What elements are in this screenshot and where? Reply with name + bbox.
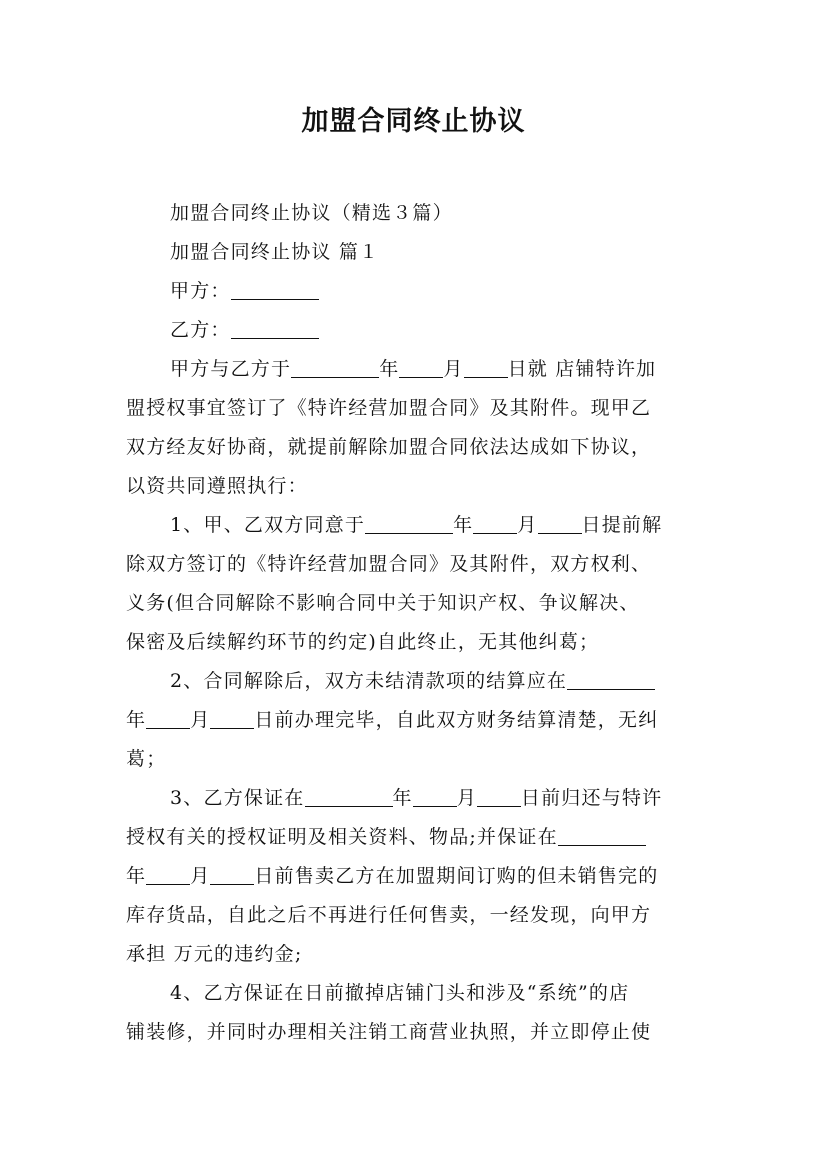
date-blank	[567, 669, 655, 690]
part-heading	[126, 233, 711, 272]
date-blank	[477, 786, 521, 807]
paragraph-line: 双方经友好协商，就提前解除加盟合同依法达成如下协议，	[126, 436, 652, 458]
date-blank	[146, 708, 190, 729]
paragraph-line	[126, 506, 711, 545]
date-blank	[210, 708, 254, 729]
paragraph-line	[126, 662, 711, 701]
paragraph-line: 保密及后续解约环节的约定)自此终止，无其他纠葛；	[126, 631, 600, 653]
date-blank	[473, 513, 517, 534]
text-segment: 3、乙方保证在	[170, 787, 305, 809]
paragraph-line	[126, 857, 711, 896]
date-blank	[210, 864, 254, 885]
paragraph-line: 库存货品，自此之后不再进行任何售卖，一经发现，向甲方	[126, 904, 652, 926]
text-segment: 年	[453, 514, 474, 536]
text-segment: 日前售卖乙方在加盟期间订购的但未销售完的	[254, 865, 659, 887]
text-segment: 日前办理完毕，自此双方财务结算清楚，无纠	[254, 709, 659, 731]
date-blank	[538, 513, 582, 534]
text-segment: 2、合同解除后，双方未结清款项的结算应在	[170, 670, 568, 692]
date-blank	[146, 864, 190, 885]
text-segment: 授权有关的授权证明及相关资料、物品;并保证在	[126, 826, 558, 848]
text-segment: 甲方与乙方于	[170, 358, 292, 380]
text-segment: 日就 店铺特许加	[507, 358, 657, 380]
date-blank	[305, 786, 393, 807]
paragraph-line: 承担 万元的违约金;	[126, 943, 303, 965]
date-blank	[464, 357, 508, 378]
party-b-label: 乙方：	[170, 319, 231, 341]
paragraph-line: 义务(但合同解除不影响合同中关于知识产权、争议解决、	[126, 592, 640, 614]
subtitle-text: 加盟合同终止协议（精选３篇）	[170, 202, 453, 224]
paragraph-line	[126, 779, 711, 818]
text-segment: 月	[517, 514, 538, 536]
text-segment: 月	[443, 358, 464, 380]
text-segment: 年	[392, 787, 413, 809]
paragraph-line: 盟授权事宜签订了《特许经营加盟合同》及其附件。现甲乙	[126, 397, 652, 419]
text-segment: 月	[190, 709, 211, 731]
text-segment: 年	[126, 709, 147, 731]
date-blank	[413, 786, 457, 807]
text-segment: 1、甲、乙双方同意于	[170, 514, 366, 536]
text-segment: 月	[456, 787, 477, 809]
paragraph-line	[126, 701, 711, 740]
paragraph-line: 铺装修，并同时办理相关注销工商营业执照，并立即停止使	[126, 1021, 652, 1043]
part-heading-text: 加盟合同终止协议 篇１	[170, 241, 380, 263]
date-blank	[558, 825, 646, 846]
document-body	[126, 194, 711, 1052]
document-title: 加盟合同终止协议	[301, 106, 526, 137]
text-segment: 月	[190, 865, 211, 887]
paragraph-line: 以资共同遵照执行：	[126, 475, 308, 497]
paragraph-line	[126, 350, 711, 389]
party-b-line	[126, 311, 711, 350]
text-segment: 日提前解	[581, 514, 663, 536]
party-a-label: 甲方：	[170, 280, 231, 302]
party-b-blank	[231, 318, 319, 339]
paragraph-line: 除双方签订的《特许经营加盟合同》及其附件，双方权利、	[126, 553, 652, 575]
date-blank	[291, 357, 379, 378]
date-blank	[399, 357, 443, 378]
paragraph-line: 4、乙方保证在日前撤掉店铺门头和涉及“系统”的店	[170, 982, 630, 1004]
text-segment: 日前归还与特许	[520, 787, 663, 809]
date-blank	[365, 513, 453, 534]
party-a-blank	[231, 279, 319, 300]
text-segment: 年	[379, 358, 400, 380]
text-segment: 年	[126, 865, 147, 887]
paragraph-line: 葛；	[126, 748, 167, 770]
subtitle-line	[126, 194, 711, 233]
party-a-line	[126, 272, 711, 311]
paragraph-line	[126, 818, 711, 857]
